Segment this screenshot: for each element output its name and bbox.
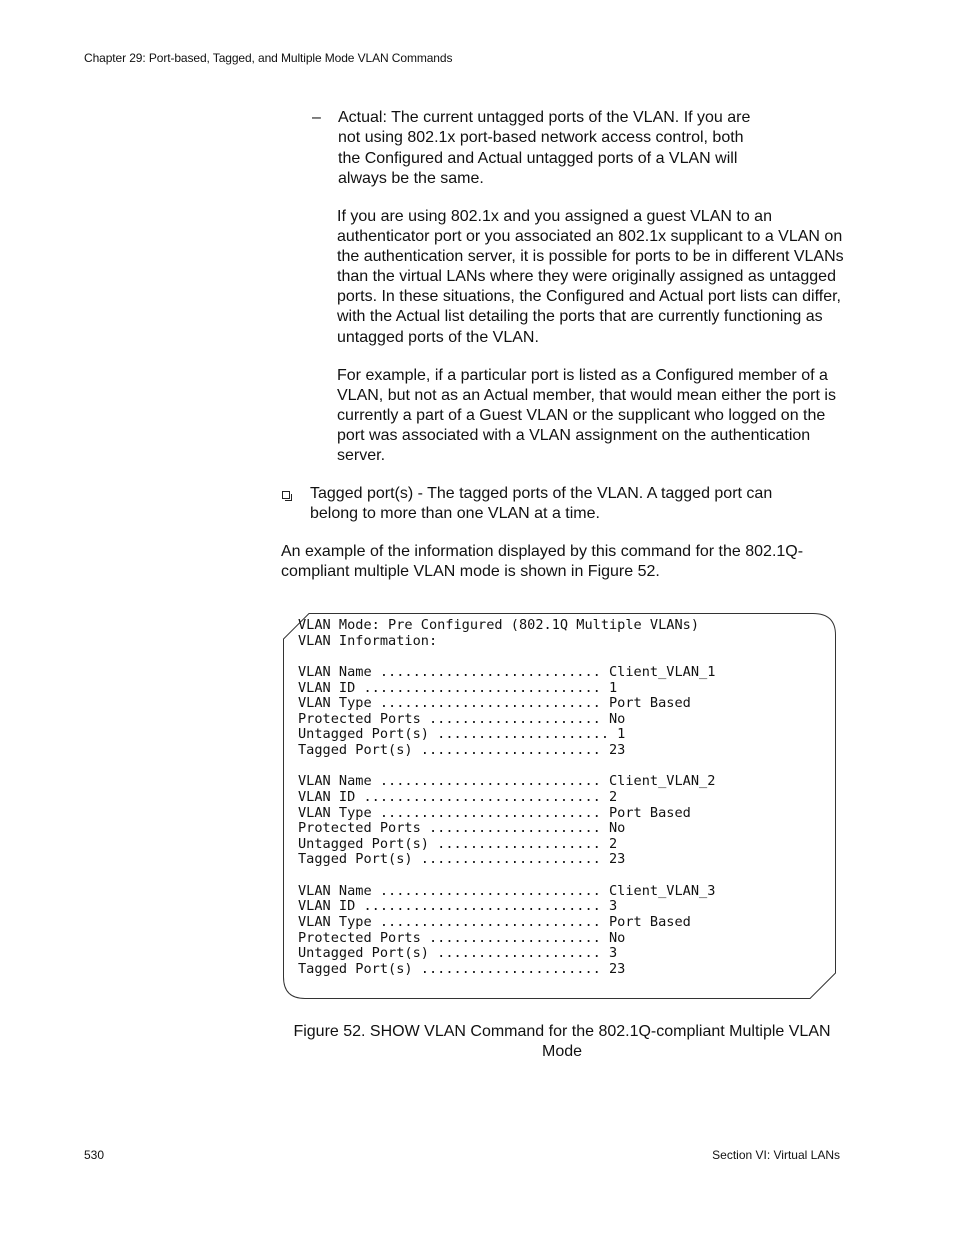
section-footer: Section VI: Virtual LANs [712, 1148, 840, 1162]
actual-list-item [312, 108, 762, 189]
checkbox-bullet-icon [282, 491, 290, 499]
vlan-command-output: VLAN Mode: Pre Configured (802.1Q Multiple VLANs) VLAN Information: VLAN Name ........................... Client_VLAN_1 VLAN ID ............................. 1 VLAN Type ........................... Port Based Protected Ports ..................... No Untagged Port(s) ..................... 1 Tagged Port(s) ...................... 23 VLAN Name ........................... Client_VLAN_2 VLAN ID ............................. 2 VLAN Type ........................... Port Based Protected Ports ..................... No Untagged Port(s) .................... 2 Tagged Port(s) ...................... 23 VLAN Name ........................... Client_VLAN_3 VLAN ID ............................. 3 VLAN Type ........................... Port Based Protected Ports ..................... No Untagged Port(s) .................... 3 Tagged Port(s) ...................... 23 [298, 617, 716, 977]
dash-marker: – [312, 109, 321, 126]
page-number: 530 [84, 1148, 105, 1162]
actual-description: Actual: The current untagged ports of the VLAN. If you are not using 802.1x port-based network access control, both the Configured and Actual untagged ports of a VLAN will always be the same. [338, 109, 751, 187]
guest-vlan-paragraph: If you are using 802.1x and you assigned a guest VLAN to an authenticator port or you associated an 802.1x supplicant to a VLAN on the authentication server, it is possible for ports to be in different VLANs than the virtual LANs where they were originally assigned as untagged ports. In these situations, the Configured and Actual port lists can differ, with the Actual list detailing the ports that are currently functioning as untagged ports of the VLAN. [337, 208, 844, 346]
figure-intro-paragraph: An example of the information displayed by this command for the 802.1Q-compliant multiple VLAN mode is shown in Figure 52. [281, 543, 804, 581]
chapter-header: Chapter 29: Port-based, Tagged, and Multiple Mode VLAN Commands [84, 51, 453, 65]
tagged-ports-description: Tagged port(s) - The tagged ports of the VLAN. A tagged port can belong to more than one VLAN at a time. [310, 485, 773, 523]
tagged-ports-list-item [282, 484, 822, 525]
example-paragraph: For example, if a particular port is listed as a Configured member of a VLAN, but not as an Actual member, that would mean either the port is currently a part of a Guest VLAN or the supplicant who logged on the port was associated with a VLAN assignment on the authentication server. [337, 367, 836, 465]
figure-caption: Figure 52. SHOW VLAN Command for the 802.1Q-compliant Multiple VLAN Mode [293, 1023, 831, 1061]
